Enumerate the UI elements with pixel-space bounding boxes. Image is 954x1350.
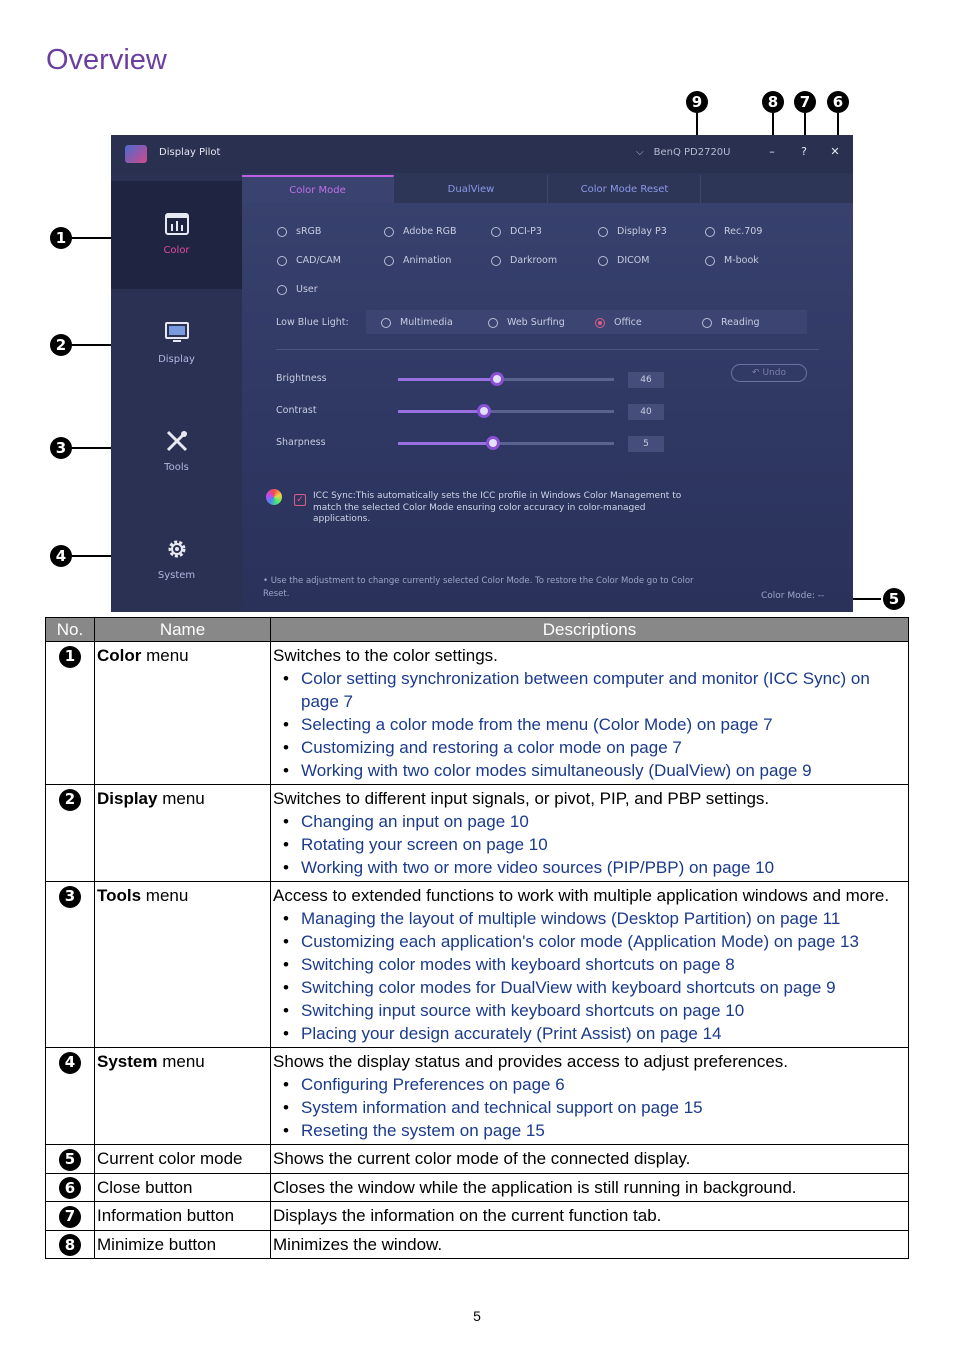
description-text: Displays the information on the current function tab. — [273, 1206, 662, 1225]
callout-7: 7 — [794, 91, 816, 113]
tab-dualview[interactable]: DualView — [395, 175, 548, 203]
close-button[interactable]: ✕ — [830, 145, 840, 158]
icc-sync-checkbox[interactable]: ✓ — [294, 494, 306, 506]
radio-label: Office — [614, 317, 642, 328]
row-number — [46, 1202, 95, 1231]
radio-label: Reading — [721, 317, 760, 328]
number-badge: 2 — [59, 789, 81, 811]
link-item[interactable]: • Switching color modes with keyboard shortcuts on page 8 — [273, 953, 906, 976]
table-header-row — [46, 618, 909, 642]
radio-dci-p3[interactable] — [491, 226, 542, 237]
contrast-value[interactable]: 40 — [628, 404, 664, 420]
brightness-slider[interactable] — [398, 378, 614, 381]
row-description — [271, 1202, 909, 1231]
slider-fill — [398, 410, 484, 413]
gear-icon — [164, 536, 190, 562]
radio-cad-cam[interactable] — [277, 255, 341, 266]
header-no: No. — [46, 618, 95, 642]
header-name: Name — [95, 618, 271, 642]
app-logo-icon — [125, 145, 147, 163]
title-bar — [111, 135, 853, 173]
color-wheel-icon — [266, 489, 282, 505]
link-item[interactable]: • Working with two color modes simultaneously (DualView) on page 9 — [273, 759, 906, 782]
radio-button-icon — [384, 256, 394, 266]
radio-label: Adobe RGB — [403, 226, 457, 237]
link-item[interactable]: • Switching color modes for DualView with keyboard shortcuts on page 9 — [273, 976, 906, 999]
sidebar-label-color: Color — [163, 245, 190, 256]
radio-animation[interactable] — [384, 255, 451, 266]
row-description — [271, 1145, 909, 1174]
radio-button-icon — [702, 318, 712, 328]
page-title: Overview — [46, 44, 167, 76]
link-item[interactable]: • Color setting synchronization between computer and monitor (ICC Sync) on page 7 — [273, 667, 906, 713]
link-item[interactable]: • Customizing and restoring a color mode on page 7 — [273, 736, 906, 759]
radio-dicom[interactable] — [598, 255, 649, 266]
tab-color-mode[interactable]: Color Mode — [242, 175, 394, 203]
undo-label: Undo — [762, 368, 786, 378]
sharpness-label: Sharpness — [276, 437, 326, 448]
sidebar — [111, 173, 242, 612]
tab-color-mode-reset[interactable]: Color Mode Reset — [549, 175, 701, 203]
color-mode-status: Color Mode: -- — [761, 591, 825, 601]
description-text: Shows the current color mode of the connected display. — [273, 1149, 691, 1168]
number-badge: 5 — [59, 1149, 81, 1171]
table-row — [46, 642, 909, 785]
link-item[interactable]: • Working with two or more video sources (PIP/PBP) on page 10 — [273, 856, 906, 879]
monitor-selector[interactable] — [636, 147, 731, 158]
link-item[interactable]: • Configuring Preferences on page 6 — [273, 1073, 906, 1096]
row-description — [271, 785, 909, 882]
monitor-name: BenQ PD2720U — [653, 147, 731, 158]
row-name — [95, 1230, 271, 1259]
sidebar-item-display[interactable] — [111, 290, 242, 398]
sidebar-item-system[interactable] — [111, 506, 242, 612]
radio-label: Rec.709 — [724, 226, 763, 237]
radio-label: DICOM — [617, 255, 650, 266]
radio-button-icon — [491, 227, 501, 237]
link-item[interactable]: • Reseting the system on page 15 — [273, 1119, 906, 1142]
radio-button-icon — [384, 227, 394, 237]
description-text: Switches to the color settings. — [273, 646, 498, 665]
link-item[interactable]: • System information and technical support on page 15 — [273, 1096, 906, 1119]
radio-rec709[interactable] — [705, 226, 762, 237]
radio-label: Darkroom — [510, 255, 558, 266]
row-description — [271, 1173, 909, 1202]
row-description — [271, 642, 909, 785]
radio-button-icon — [598, 227, 608, 237]
link-item[interactable]: • Rotating your screen on page 10 — [273, 833, 906, 856]
table-row — [46, 1173, 909, 1202]
table-body — [46, 642, 909, 1259]
brightness-label: Brightness — [276, 373, 327, 384]
table-row — [46, 1202, 909, 1231]
callout-3: 3 — [50, 437, 72, 459]
low-blue-light-label: Low Blue Light: — [276, 317, 349, 328]
slider-thumb[interactable] — [486, 436, 500, 450]
name-rest: menu — [141, 646, 189, 665]
description-text: Switches to different input signals, or pivot, PIP, and PBP settings. — [273, 789, 770, 808]
sidebar-label-tools: Tools — [164, 462, 189, 473]
sidebar-item-color[interactable] — [111, 181, 242, 289]
tab-bar — [242, 173, 853, 203]
name-bold: Color — [97, 646, 142, 665]
row-name — [95, 1173, 271, 1202]
row-number — [46, 1173, 95, 1202]
number-badge: 3 — [59, 886, 81, 908]
header-descriptions: Descriptions — [271, 618, 909, 642]
callout-5: 5 — [883, 588, 905, 610]
link-list — [273, 667, 906, 782]
link-list — [273, 1073, 906, 1142]
row-description — [271, 1048, 909, 1145]
radio-label: Display P3 — [617, 226, 667, 237]
sharpness-slider[interactable] — [398, 442, 614, 445]
description-text: Minimizes the window. — [273, 1234, 443, 1254]
table-row — [46, 882, 909, 1048]
contrast-slider[interactable] — [398, 410, 614, 413]
row-name — [95, 1145, 271, 1174]
name-bold: System — [97, 1052, 158, 1071]
radio-label: Animation — [403, 255, 452, 266]
radio-button-icon — [277, 227, 287, 237]
radio-adobe-rgb[interactable] — [384, 226, 457, 237]
contrast-label: Contrast — [276, 405, 317, 416]
radio-button-icon — [381, 318, 391, 328]
name-bold: Display — [97, 789, 158, 808]
description-text: Access to extended functions to work with multiple application windows and more. — [273, 886, 890, 905]
table-row — [46, 1048, 909, 1145]
radio-label: Multimedia — [400, 317, 453, 328]
slider-thumb[interactable] — [477, 404, 491, 418]
table-row — [46, 1230, 909, 1259]
row-name — [95, 1202, 271, 1231]
name-rest: menu — [157, 1052, 205, 1071]
radio-srgb[interactable] — [277, 226, 321, 237]
number-badge: 8 — [59, 1234, 81, 1256]
table-row — [46, 1145, 909, 1174]
name-rest: menu — [141, 886, 189, 905]
info-button[interactable]: ? — [801, 145, 807, 158]
callout-4: 4 — [50, 545, 72, 567]
radio-darkroom[interactable] — [491, 255, 557, 266]
row-name — [95, 1048, 271, 1145]
description-table — [45, 617, 909, 1259]
undo-button[interactable] — [731, 364, 807, 382]
brightness-value[interactable]: 46 — [628, 372, 664, 388]
radio-label: Web Surfing — [507, 317, 565, 328]
link-item[interactable]: • Managing the layout of multiple windows (Desktop Partition) on page 11 — [273, 907, 906, 930]
link-list — [273, 907, 906, 1045]
radio-button-icon — [488, 318, 498, 328]
table-row — [46, 785, 909, 882]
chart-icon — [164, 211, 190, 237]
radio-web-surfing[interactable] — [488, 317, 565, 328]
link-item[interactable]: • Selecting a color mode from the menu (Color Mode) on page 7 — [273, 713, 906, 736]
row-name — [95, 642, 271, 785]
radio-label: User — [296, 284, 318, 295]
row-name — [95, 882, 271, 1048]
row-number — [46, 1145, 95, 1174]
radio-office[interactable] — [595, 317, 642, 328]
monitor-icon — [164, 320, 190, 346]
sidebar-label-display: Display — [158, 354, 195, 365]
radio-button-icon — [277, 256, 287, 266]
footnote: • Use the adjustment to change currently selected Color Mode. To restore the Color Mode go to Color Reset. — [263, 576, 694, 599]
link-list — [273, 810, 906, 879]
radio-button-icon — [491, 256, 501, 266]
app-window — [111, 135, 853, 612]
number-badge: 4 — [59, 1052, 81, 1074]
radio-button-icon — [705, 256, 715, 266]
callout-8: 8 — [762, 91, 784, 113]
radio-selected-icon — [595, 318, 605, 328]
radio-label: CAD/CAM — [296, 255, 341, 266]
callout-1: 1 — [50, 227, 72, 249]
radio-display-p3[interactable] — [598, 226, 667, 237]
row-number — [46, 1048, 95, 1145]
radio-button-icon — [598, 256, 608, 266]
sidebar-item-tools[interactable] — [111, 398, 242, 506]
row-name — [95, 785, 271, 882]
description-text: Shows the display status and provides access to adjust preferences. — [273, 1052, 789, 1071]
name-rest: Current color mode — [97, 1149, 243, 1168]
slider-fill — [398, 442, 493, 445]
app-name: Display Pilot — [159, 147, 221, 158]
description-text: Closes the window while the application is still running in background. — [273, 1177, 797, 1197]
link-item[interactable]: • Customizing each application's color mode (Application Mode) on page 13 — [273, 930, 906, 953]
row-number — [46, 785, 95, 882]
row-number — [46, 642, 95, 785]
divider — [276, 349, 819, 350]
callout-9: 9 — [686, 91, 708, 113]
callout-6: 6 — [827, 91, 849, 113]
page-number: 5 — [473, 1308, 481, 1324]
name-rest: Information button — [97, 1206, 235, 1225]
sharpness-value[interactable]: 5 — [628, 436, 664, 452]
radio-label: DCI-P3 — [510, 226, 542, 237]
radio-reading[interactable] — [702, 317, 760, 328]
minimize-button[interactable]: – — [769, 145, 775, 158]
slider-thumb[interactable] — [490, 372, 504, 386]
name-rest: menu — [157, 789, 205, 808]
number-badge: 6 — [59, 1177, 81, 1199]
name-bold: Tools — [97, 886, 142, 905]
radio-label: sRGB — [296, 226, 322, 237]
row-number — [46, 882, 95, 1048]
link-item[interactable]: • Placing your design accurately (Print Assist) on page 14 — [273, 1022, 906, 1045]
link-item[interactable]: • Switching input source with keyboard shortcuts on page 10 — [273, 999, 906, 1022]
tools-icon — [164, 428, 190, 454]
radio-button-icon — [277, 285, 287, 295]
radio-user[interactable] — [277, 284, 318, 295]
row-description — [271, 882, 909, 1048]
sidebar-label-system: System — [157, 570, 196, 581]
row-description — [271, 1230, 909, 1259]
name-rest: Close button — [97, 1177, 193, 1197]
number-badge: 7 — [59, 1206, 81, 1228]
radio-label: M-book — [724, 255, 759, 266]
chevron-down-icon: ⌵ — [636, 147, 644, 158]
slider-fill — [398, 378, 497, 381]
row-number — [46, 1230, 95, 1259]
radio-button-icon — [705, 227, 715, 237]
link-item[interactable]: • Changing an input on page 10 — [273, 810, 906, 833]
radio-multimedia[interactable] — [381, 317, 453, 328]
icc-sync-text: ICC Sync:This automatically sets the ICC profile in Windows Color Management to match the selected Color Mode ensuring color accuracy in color-managed applications. — [313, 491, 682, 524]
undo-icon: ↶ — [752, 368, 763, 378]
callout-2: 2 — [50, 334, 72, 356]
radio-m-book[interactable] — [705, 255, 759, 266]
number-badge: 1 — [59, 646, 81, 668]
name-rest: Minimize button — [97, 1234, 217, 1254]
